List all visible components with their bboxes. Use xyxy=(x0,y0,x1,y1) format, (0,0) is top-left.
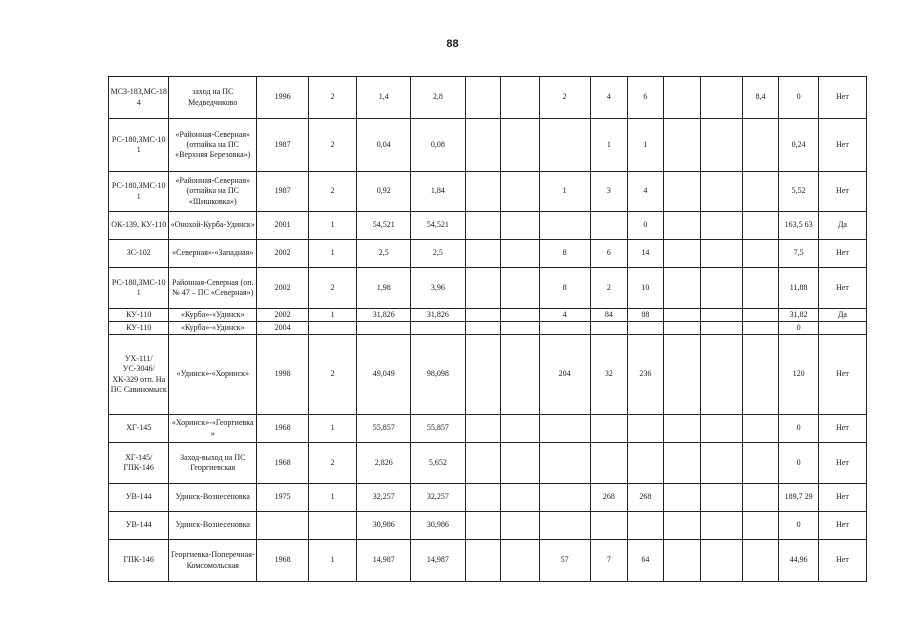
table-cell: 1968 xyxy=(257,443,309,484)
page-number: 88 xyxy=(446,38,459,50)
table-cell xyxy=(742,172,778,212)
table-cell xyxy=(465,484,500,512)
table-cell: «Районная-Северная» (отпайка на ПС «Шишковка») xyxy=(169,172,257,212)
table-cell: Георгиевка-Поперечная-Комсомольская xyxy=(169,540,257,582)
table-cell: 55,857 xyxy=(357,415,411,443)
table-cell xyxy=(500,268,539,309)
table-cell: 1 xyxy=(309,212,357,240)
table-cell xyxy=(590,415,628,443)
table-cell xyxy=(590,212,628,240)
table-cell: МСЗ-183,МС-184 xyxy=(109,77,169,119)
table-cell xyxy=(742,512,778,540)
table-cell: Нет xyxy=(818,484,866,512)
table-cell: 0,24 xyxy=(779,119,819,172)
table-cell: «Удинск»-«Хоринск» xyxy=(169,335,257,415)
table-cell: 2 xyxy=(309,335,357,415)
table-cell xyxy=(663,240,701,268)
table-cell xyxy=(257,512,309,540)
table-cell xyxy=(539,415,590,443)
table-cell: 268 xyxy=(628,484,663,512)
table-row xyxy=(109,335,867,415)
table-cell xyxy=(500,415,539,443)
table-cell: 1 xyxy=(309,540,357,582)
table-cell: 2 xyxy=(309,172,357,212)
table-cell: 0,04 xyxy=(357,119,411,172)
table-cell: 57 xyxy=(539,540,590,582)
table-cell xyxy=(590,322,628,335)
table-cell: Да xyxy=(818,309,866,322)
table-cell: 0 xyxy=(779,512,819,540)
table-cell xyxy=(742,212,778,240)
table-cell: 268 xyxy=(590,484,628,512)
table-cell xyxy=(663,309,701,322)
table-row xyxy=(109,512,867,540)
table-cell xyxy=(465,335,500,415)
table-cell xyxy=(500,119,539,172)
table-cell xyxy=(701,212,743,240)
table-cell: 1975 xyxy=(257,484,309,512)
table-cell xyxy=(701,540,743,582)
table-cell xyxy=(742,443,778,484)
table-cell xyxy=(465,212,500,240)
table-cell: 1987 xyxy=(257,119,309,172)
power-lines-table xyxy=(108,76,867,582)
table-row xyxy=(109,415,867,443)
table-cell: 2 xyxy=(309,443,357,484)
table-cell xyxy=(742,540,778,582)
table-cell: 6 xyxy=(590,240,628,268)
table-cell: 98,098 xyxy=(411,335,465,415)
table-cell: 1 xyxy=(539,172,590,212)
table-cell xyxy=(701,309,743,322)
table-cell: 163,5 63 xyxy=(779,212,819,240)
table-cell: Нет xyxy=(818,77,866,119)
table-cell: Нет xyxy=(818,335,866,415)
table-cell: 30,986 xyxy=(357,512,411,540)
table-cell: 1968 xyxy=(257,415,309,443)
table-cell: УХ-111/УС-3046/ХК-329 отп. На ПС Савиномыск xyxy=(109,335,169,415)
table-cell xyxy=(701,322,743,335)
table-cell xyxy=(465,240,500,268)
table-cell xyxy=(628,512,663,540)
table-cell xyxy=(742,309,778,322)
table-cell xyxy=(500,240,539,268)
table-cell: 0 xyxy=(779,443,819,484)
table-cell: ГПК-146 xyxy=(109,540,169,582)
table-cell xyxy=(742,119,778,172)
table-cell: 2 xyxy=(309,119,357,172)
table-cell: 5,652 xyxy=(411,443,465,484)
table-cell: 120 xyxy=(779,335,819,415)
table-cell xyxy=(500,335,539,415)
table-cell: 88 xyxy=(628,309,663,322)
table-cell xyxy=(500,212,539,240)
table-cell: 2001 xyxy=(257,212,309,240)
table-row xyxy=(109,540,867,582)
table-cell xyxy=(663,484,701,512)
table-cell: 3,96 xyxy=(411,268,465,309)
table-cell: Удинск-Вознесеновка xyxy=(169,512,257,540)
table-cell xyxy=(465,172,500,212)
table-cell: 31,826 xyxy=(357,309,411,322)
table-cell: 0,08 xyxy=(411,119,465,172)
table-cell: «Районная-Северная» (отпайка на ПС «Верхняя Березовка») xyxy=(169,119,257,172)
table-cell: ЗС-102 xyxy=(109,240,169,268)
table-cell: Нет xyxy=(818,268,866,309)
table-cell xyxy=(500,484,539,512)
table-cell: 14,987 xyxy=(357,540,411,582)
table-cell: 1 xyxy=(590,119,628,172)
table-cell: 84 xyxy=(590,309,628,322)
table-cell: 14,987 xyxy=(411,540,465,582)
table-cell: 31,826 xyxy=(411,309,465,322)
table-cell xyxy=(500,309,539,322)
table-cell xyxy=(628,322,663,335)
table-cell: 2,8 xyxy=(411,77,465,119)
table-cell xyxy=(539,212,590,240)
table-cell: 2 xyxy=(309,268,357,309)
table-cell: 2002 xyxy=(257,309,309,322)
table-cell xyxy=(500,322,539,335)
table-cell xyxy=(500,540,539,582)
table-cell xyxy=(539,322,590,335)
table-cell: Нет xyxy=(818,415,866,443)
table-cell: 1 xyxy=(309,309,357,322)
table-cell: Удинск-Вознесеновка xyxy=(169,484,257,512)
table-cell xyxy=(465,512,500,540)
table-cell: 14 xyxy=(628,240,663,268)
table-cell: 32,257 xyxy=(357,484,411,512)
table-row xyxy=(109,172,867,212)
table-cell: 1 xyxy=(309,484,357,512)
table-cell xyxy=(701,240,743,268)
table-cell: 0 xyxy=(628,212,663,240)
table-row xyxy=(109,268,867,309)
table-cell: 1 xyxy=(628,119,663,172)
table-cell xyxy=(701,268,743,309)
table-row xyxy=(109,322,867,335)
table-cell xyxy=(500,512,539,540)
table-cell xyxy=(590,512,628,540)
table-cell: 64 xyxy=(628,540,663,582)
table-cell: ХГ-145/ГПК-146 xyxy=(109,443,169,484)
table-row xyxy=(109,309,867,322)
table-cell: 1998 xyxy=(257,335,309,415)
table-cell: 10 xyxy=(628,268,663,309)
table-cell xyxy=(742,415,778,443)
table-cell: 5,52 xyxy=(779,172,819,212)
table-cell: 7,5 xyxy=(779,240,819,268)
table-cell: 2,5 xyxy=(357,240,411,268)
table-cell: 4 xyxy=(628,172,663,212)
table-cell xyxy=(742,268,778,309)
table-cell: 189,7 29 xyxy=(779,484,819,512)
table-cell xyxy=(465,119,500,172)
table-cell: «Хоринск»-«Георгиевка» xyxy=(169,415,257,443)
table-cell xyxy=(663,415,701,443)
table-cell xyxy=(539,443,590,484)
table-cell xyxy=(663,77,701,119)
table-cell xyxy=(701,119,743,172)
table-cell xyxy=(742,322,778,335)
table-cell: 1,84 xyxy=(411,172,465,212)
table-cell: 2,826 xyxy=(357,443,411,484)
table-cell xyxy=(500,443,539,484)
table-cell xyxy=(539,119,590,172)
table-cell: 49,049 xyxy=(357,335,411,415)
table-cell: 0,92 xyxy=(357,172,411,212)
table-cell: Нет xyxy=(818,172,866,212)
table-cell xyxy=(357,322,411,335)
table-cell xyxy=(818,322,866,335)
table-cell: 44,96 xyxy=(779,540,819,582)
table-cell: ХГ-145 xyxy=(109,415,169,443)
table-row xyxy=(109,119,867,172)
table-cell: Нет xyxy=(818,119,866,172)
table-cell: 2,5 xyxy=(411,240,465,268)
table-row xyxy=(109,484,867,512)
table-cell: 30,986 xyxy=(411,512,465,540)
table-cell: 1,4 xyxy=(357,77,411,119)
table-cell xyxy=(742,335,778,415)
table-cell xyxy=(539,512,590,540)
table-cell: Нет xyxy=(818,443,866,484)
table-cell: 8,4 xyxy=(742,77,778,119)
table-cell: 7 xyxy=(590,540,628,582)
table-cell: 1 xyxy=(309,240,357,268)
table-cell xyxy=(628,443,663,484)
table-cell: Районная-Северная (оп. № 47 – ПС «Северная») xyxy=(169,268,257,309)
table-cell xyxy=(663,212,701,240)
table-cell: 2004 xyxy=(257,322,309,335)
table-cell: 31,82 xyxy=(779,309,819,322)
table-cell xyxy=(701,443,743,484)
table-cell xyxy=(663,512,701,540)
table-cell xyxy=(663,335,701,415)
table-cell xyxy=(309,512,357,540)
table-cell: «Курба»-«Удинск» xyxy=(169,309,257,322)
table-cell xyxy=(465,77,500,119)
table-cell: 2 xyxy=(309,77,357,119)
table-cell: 2 xyxy=(590,268,628,309)
table-cell xyxy=(539,484,590,512)
table-cell xyxy=(411,322,465,335)
table-cell: «Северная»-«Западная» xyxy=(169,240,257,268)
table-cell xyxy=(628,415,663,443)
table-cell: УВ-144 xyxy=(109,484,169,512)
table-cell: Да xyxy=(818,212,866,240)
table-cell: 54,521 xyxy=(411,212,465,240)
table-cell: 1996 xyxy=(257,77,309,119)
table-cell: 11,88 xyxy=(779,268,819,309)
table-cell: Нет xyxy=(818,512,866,540)
table-cell: 2 xyxy=(539,77,590,119)
table-cell: заход на ПС Медведчиково xyxy=(169,77,257,119)
table-cell xyxy=(465,322,500,335)
table-cell xyxy=(465,540,500,582)
table-cell: 4 xyxy=(590,77,628,119)
table-cell xyxy=(701,172,743,212)
table-cell xyxy=(701,484,743,512)
table-cell xyxy=(663,322,701,335)
table-cell: 236 xyxy=(628,335,663,415)
table-cell xyxy=(742,240,778,268)
table-cell: РС-180,ЗМС-101 xyxy=(109,119,169,172)
table-cell: 32 xyxy=(590,335,628,415)
table-cell: 0 xyxy=(779,322,819,335)
table-cell: 1987 xyxy=(257,172,309,212)
table-cell: 0 xyxy=(779,415,819,443)
table-cell: 4 xyxy=(539,309,590,322)
table-cell xyxy=(465,443,500,484)
table-cell: 3 xyxy=(590,172,628,212)
table-cell xyxy=(663,268,701,309)
table-cell: 8 xyxy=(539,268,590,309)
table-row xyxy=(109,240,867,268)
table-row xyxy=(109,443,867,484)
table-cell: 2002 xyxy=(257,268,309,309)
table-cell xyxy=(663,172,701,212)
table-cell xyxy=(663,540,701,582)
table-cell xyxy=(309,322,357,335)
table-cell xyxy=(465,309,500,322)
table-row xyxy=(109,77,867,119)
table-cell: 1,98 xyxy=(357,268,411,309)
table-cell: 1968 xyxy=(257,540,309,582)
table-cell: 0 xyxy=(779,77,819,119)
table-cell: 55,857 xyxy=(411,415,465,443)
table-cell: Нет xyxy=(818,540,866,582)
table-cell xyxy=(701,415,743,443)
table-cell: 204 xyxy=(539,335,590,415)
table-cell: КУ-110 xyxy=(109,322,169,335)
table-cell xyxy=(500,172,539,212)
table-cell: РС-180,ЗМС-101 xyxy=(109,268,169,309)
table-cell xyxy=(663,119,701,172)
table-cell: 32,257 xyxy=(411,484,465,512)
table-cell xyxy=(500,77,539,119)
table-cell: ОК-139, КУ-110 xyxy=(109,212,169,240)
table-cell xyxy=(465,415,500,443)
table-row xyxy=(109,212,867,240)
table-cell: 54,521 xyxy=(357,212,411,240)
table-cell xyxy=(701,335,743,415)
table-cell xyxy=(663,443,701,484)
table-cell xyxy=(701,77,743,119)
table-cell: РС-180,ЗМС-101 xyxy=(109,172,169,212)
table-cell: УВ-144 xyxy=(109,512,169,540)
table-cell: 2002 xyxy=(257,240,309,268)
table-cell: Заход-выход на ПС Георгиевская xyxy=(169,443,257,484)
table-cell: КУ-110 xyxy=(109,309,169,322)
table-cell: Нет xyxy=(818,240,866,268)
table-cell: 8 xyxy=(539,240,590,268)
table-cell xyxy=(465,268,500,309)
table-cell: 1 xyxy=(309,415,357,443)
table-cell xyxy=(701,512,743,540)
table-cell xyxy=(590,443,628,484)
table-cell: 6 xyxy=(628,77,663,119)
table-cell: «Курба»-«Удинск» xyxy=(169,322,257,335)
table-cell xyxy=(742,484,778,512)
table-cell: «Онохой-Курба-Удинск» xyxy=(169,212,257,240)
